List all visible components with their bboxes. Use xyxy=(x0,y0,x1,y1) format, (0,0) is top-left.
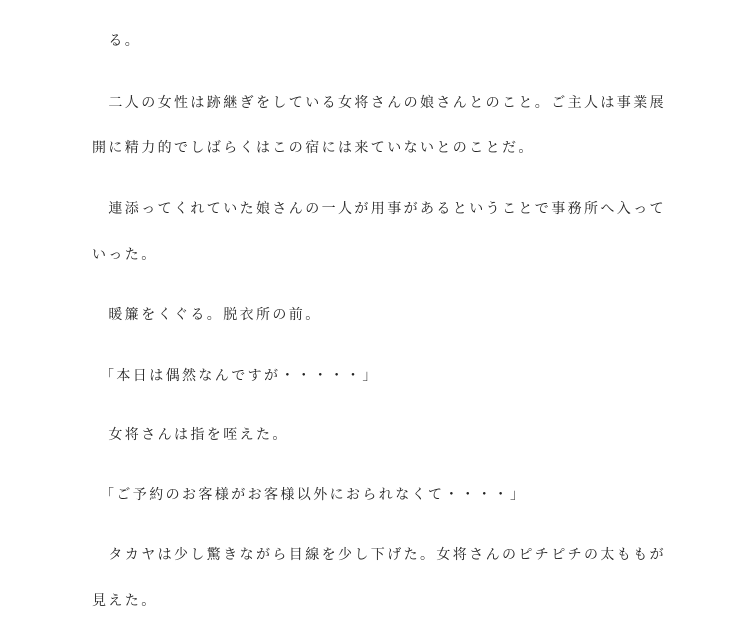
dialogue-line: 「ご予約のお客様がお客様以外におられなくて・・・・」 xyxy=(100,487,527,503)
text-line: る。 xyxy=(92,33,142,49)
text-line: いった。 xyxy=(92,247,158,263)
text-line: 開に精力的でしばらくはこの宿には来ていないとのことだ。 xyxy=(92,140,535,156)
text-line: 二人の女性は跡継ぎをしている女将さんの娘さんとのこと。ご主人は事業展 xyxy=(92,95,666,111)
dialogue-line: 「本日は偶然なんですが・・・・・」 xyxy=(100,368,379,384)
text-line: 暖簾をくぐる。脱衣所の前。 xyxy=(92,307,322,323)
text-line: 女将さんは指を咥えた。 xyxy=(92,427,289,443)
text-line: 連添ってくれていた娘さんの一人が用事があるということで事務所へ入って xyxy=(92,201,666,217)
text-line: タカヤは少し驚きながら目線を少し下げた。女将さんのピチピチの太ももが xyxy=(92,547,666,563)
text-line: 見えた。 xyxy=(92,593,158,609)
